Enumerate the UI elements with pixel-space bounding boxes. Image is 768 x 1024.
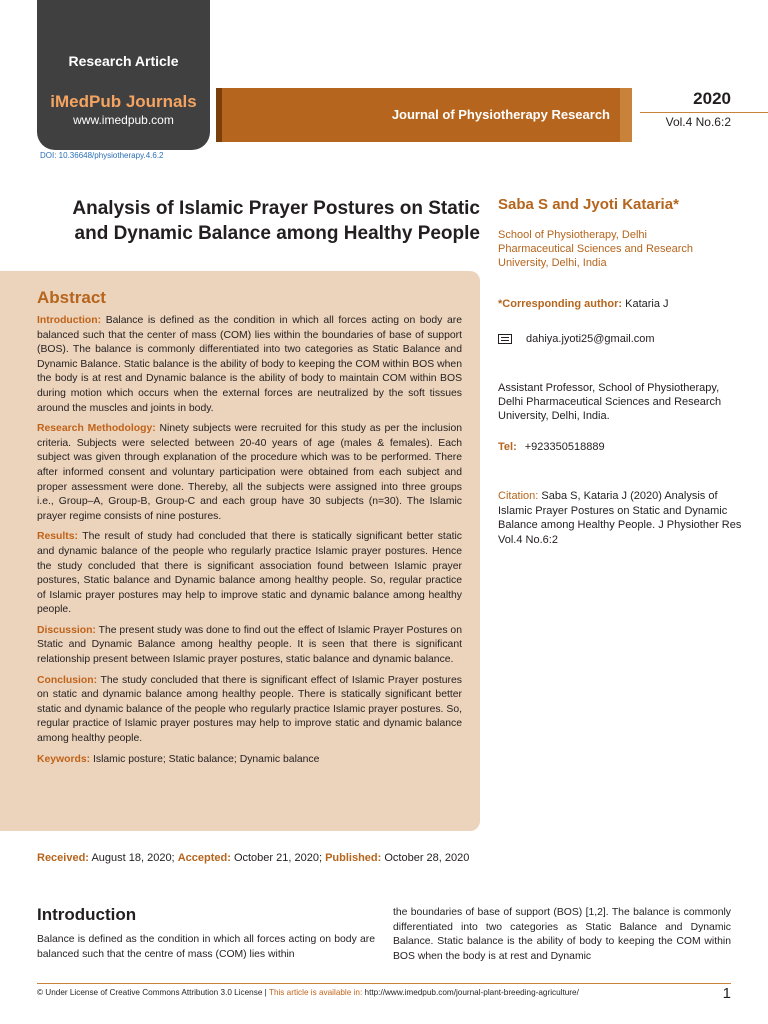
email-row	[498, 333, 655, 345]
email-address[interactable]: dahiya.jyoti25@gmail.com	[526, 333, 655, 345]
published-label: Published:	[325, 852, 382, 864]
author-address: Assistant Professor, School of Physiotherapy, Delhi Pharmaceutical Sciences and Research University, Delhi, India.	[498, 382, 722, 422]
publication-year: 2020	[693, 89, 731, 108]
abstract-discussion-text: The present study was done to find out the effect of Islamic Prayer Postures on Static and Dynamic Balance among healthy people. It is seen that there is significant relationship present between Islamic prayer postures, static balance and dynamic balance.	[37, 624, 462, 666]
telephone-number: +923350518889	[524, 441, 605, 453]
abstract-methodology-label: Research Methodology:	[37, 423, 156, 435]
introduction-right-column: the boundaries of base of support (BOS) [1,2]. The balance is commonly differentiated into two categories as Static Balance and Dynamic Balance. Static balance is the ability of body to keeping the COM within BOS when the body is at rest and Dynamic	[393, 907, 731, 962]
published-date: October 28, 2020	[384, 852, 470, 864]
telephone	[498, 441, 605, 453]
citation	[498, 489, 743, 547]
corresponding-author-label: *Corresponding author:	[498, 298, 623, 310]
abstract-introduction-text: Balance is defined as the condition in which all forces acting on body are balanced such that the center of mass (COM) lies within the boundaries of base of support (BOS). The balance is commonly differentiated into two categories as Static Balance and Dynamic Balance. Static balance is the ability of body to keeping the COM within BOS when the body is at rest and Dynamic balance is the ability of body to maintain COM within BOS during motion which occurs when the external forces are neutralized by the soft tissues around the muscles and joints in body.	[37, 315, 462, 414]
introduction-heading: Introduction	[37, 905, 137, 924]
year-divider	[640, 112, 768, 113]
paper-title: Analysis of Islamic Prayer Postures on Static and Dynamic Balance among Healthy People	[72, 198, 480, 244]
abstract-keywords-label: Keywords:	[37, 753, 91, 765]
abstract-keywords-text: Islamic posture; Static balance; Dynamic balance	[93, 753, 320, 765]
accepted-date: October 21, 2020;	[233, 852, 322, 864]
availability-url[interactable]: http://www.imedpub.com/journal-plant-breeding-agriculture/	[364, 988, 579, 997]
abstract-introduction	[37, 314, 462, 416]
corresponding-author	[498, 298, 669, 310]
citation-label: Citation:	[498, 490, 539, 502]
abstract-methodology-text: Ninety subjects were recruited for this study as per the inclusion criteria. Subjects were selected between 20-40 years of age (males & females). Each subject was given through explanation of the procedure which was to be performed. There after informed consent and voluntary participation were obtained from each subject and proper assessment were done. Thereby, all the subjects were assigned into three groups i.e., Group–A, Group-B, Group-C and each group have 30 subjects (n=30). The Islamic prayer regime consists of nine postures.	[37, 423, 463, 522]
publication-dates	[37, 852, 469, 864]
email-icon	[498, 334, 512, 344]
received-date: August 18, 2020;	[91, 852, 175, 864]
abstract-methodology	[37, 422, 462, 524]
author-list: Saba S and Jyoti Kataria*	[498, 196, 679, 213]
publisher-url[interactable]: www.imedpub.com	[73, 113, 174, 127]
corresponding-author-name: Kataria J	[625, 298, 669, 310]
volume-info: Vol.4 No.6:2	[665, 115, 731, 129]
journal-bar-stripe	[620, 88, 632, 142]
abstract-introduction-label: Introduction:	[37, 315, 102, 326]
footer	[37, 988, 579, 997]
telephone-label: Tel:	[498, 441, 517, 453]
abstract-heading: Abstract	[37, 288, 106, 307]
footer-divider	[37, 983, 731, 984]
received-label: Received:	[37, 852, 89, 864]
abstract-results	[37, 530, 462, 618]
doi-link[interactable]: DOI: 10.36648/physiotherapy.4.6.2	[40, 151, 164, 160]
abstract-conclusion	[37, 674, 462, 747]
abstract-conclusion-label: Conclusion:	[37, 674, 98, 686]
abstract-conclusion-text: The study concluded that there is significant effect of Islamic Prayer postures on static and dynamic balance among healthy people. There is statically significant better static and dynamic balance of the people who regularly practice Islamic prayer postures. So, regular practice of Islamic prayer postures may help to improve static and dynamic balance among healthy people.	[37, 674, 462, 745]
introduction-left-column: Balance is defined as the condition in which all forces acting on body are balanced such that the centre of mass (COM) lies within	[37, 934, 375, 960]
publisher-banner	[37, 0, 210, 150]
publisher-name: iMedPub Journals	[50, 92, 197, 111]
citation-text: Saba S, Kataria J (2020) Analysis of Islamic Prayer Postures on Static and Dynamic Balance among Healthy People. J Physiother Res Vol.4 No.6:2	[498, 490, 742, 546]
abstract-body	[37, 314, 462, 773]
abstract-results-text: The result of study had concluded that there is statically significant better static and dynamic balance of the people who regularly practice Islamic prayer postures. Hence the study concluded that there is significant association found between Islamic prayer postures, Static balance and Dynamic balance among healthy people. So, regular practice of Islamic prayer postures may help to improve static and dynamic balance among healthy people.	[37, 531, 462, 616]
author-affiliation: School of Physiotherapy, Delhi Pharmaceutical Sciences and Research University, Delhi, India	[498, 229, 694, 269]
license-text: © Under License of Creative Commons Attribution 3.0 License |	[37, 988, 267, 997]
page-number: 1	[722, 985, 731, 1002]
article-type: Research Article	[68, 53, 179, 69]
availability-label: This article is available in:	[268, 988, 363, 997]
abstract-discussion	[37, 624, 462, 668]
abstract-discussion-label: Discussion:	[37, 624, 96, 636]
abstract-keywords	[37, 753, 462, 768]
journal-name: Journal of Physiotherapy Research	[391, 107, 610, 122]
accepted-label: Accepted:	[177, 852, 231, 864]
abstract-results-label: Results:	[37, 531, 78, 543]
